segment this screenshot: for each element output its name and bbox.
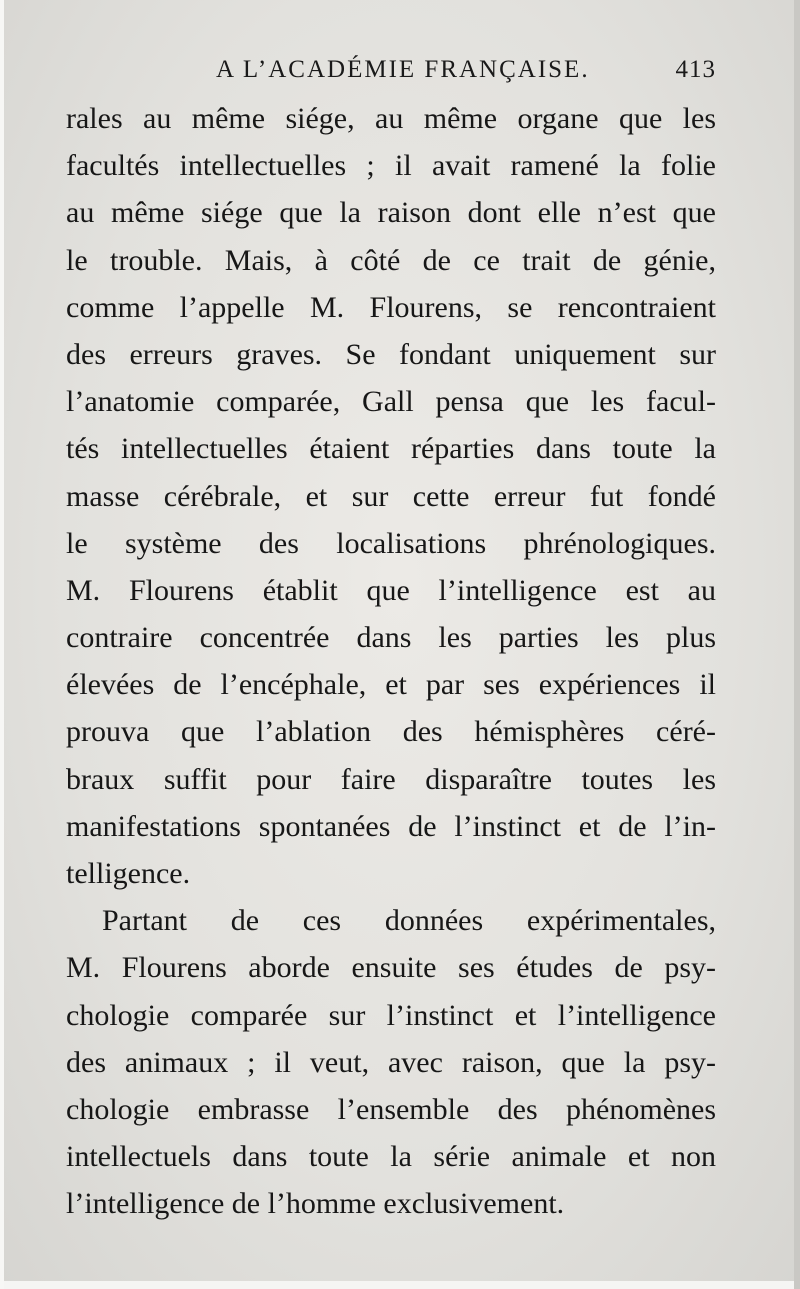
text-line: chologie embrasse l’ensemble des phénomènes (66, 1092, 716, 1126)
running-title: A L’ACADÉMIE FRANÇAISE. (216, 56, 590, 83)
paragraph-2 (66, 897, 716, 1227)
body-text (66, 95, 716, 1228)
text-line: chologie comparée sur l’instinct et l’intelligence (66, 998, 716, 1032)
page-number: 413 (675, 56, 716, 83)
text-line: manifestations spontanées de l’instinct et de l’in- (66, 809, 716, 843)
text-line: braux suffit pour faire disparaître toutes les (66, 762, 716, 796)
text-line: l’anatomie comparée, Gall pensa que les facul- (66, 385, 716, 419)
text-line: élevées de l’encéphale, et par ses expériences il (66, 668, 716, 702)
text-line: M. Flourens établit que l’intelligence est au (66, 573, 716, 607)
text-line: rales au même siége, au même organe que les (66, 102, 716, 135)
text-line: Partant de ces données expérimentales, (102, 904, 716, 938)
text-line: des erreurs graves. Se fondant uniquement sur (66, 337, 716, 371)
text-line: contraire concentrée dans les parties les plus (66, 621, 716, 655)
text-line: intellectuels dans toute la série animale et non (66, 1140, 716, 1174)
text-line: M. Flourens aborde ensuite ses études de psy- (66, 951, 716, 985)
text-line: des animaux ; il veut, avec raison, que la psy- (66, 1045, 716, 1079)
text-line: au même siége que la raison dont elle n’est que (66, 196, 716, 230)
text-line: le trouble. Mais, à côté de ce trait de génie, (66, 243, 716, 277)
paragraph-1 (66, 95, 716, 897)
text-line: comme l’appelle M. Flourens, se rencontraient (66, 290, 716, 324)
running-head (66, 50, 716, 86)
text-line: telligence. (66, 857, 191, 890)
text-line: tés intellectuelles étaient réparties dans toute la (66, 432, 716, 466)
text-line: le système des localisations phrénologiques. (66, 526, 716, 560)
text-line: l’intelligence de l’homme exclusivement. (66, 1187, 565, 1221)
text-line: masse cérébrale, et sur cette erreur fut fondé (66, 479, 716, 513)
text-line: facultés intellectuelles ; il avait ramené la folie (66, 149, 716, 183)
text-line: prouva que l’ablation des hémisphères céré- (66, 715, 716, 749)
